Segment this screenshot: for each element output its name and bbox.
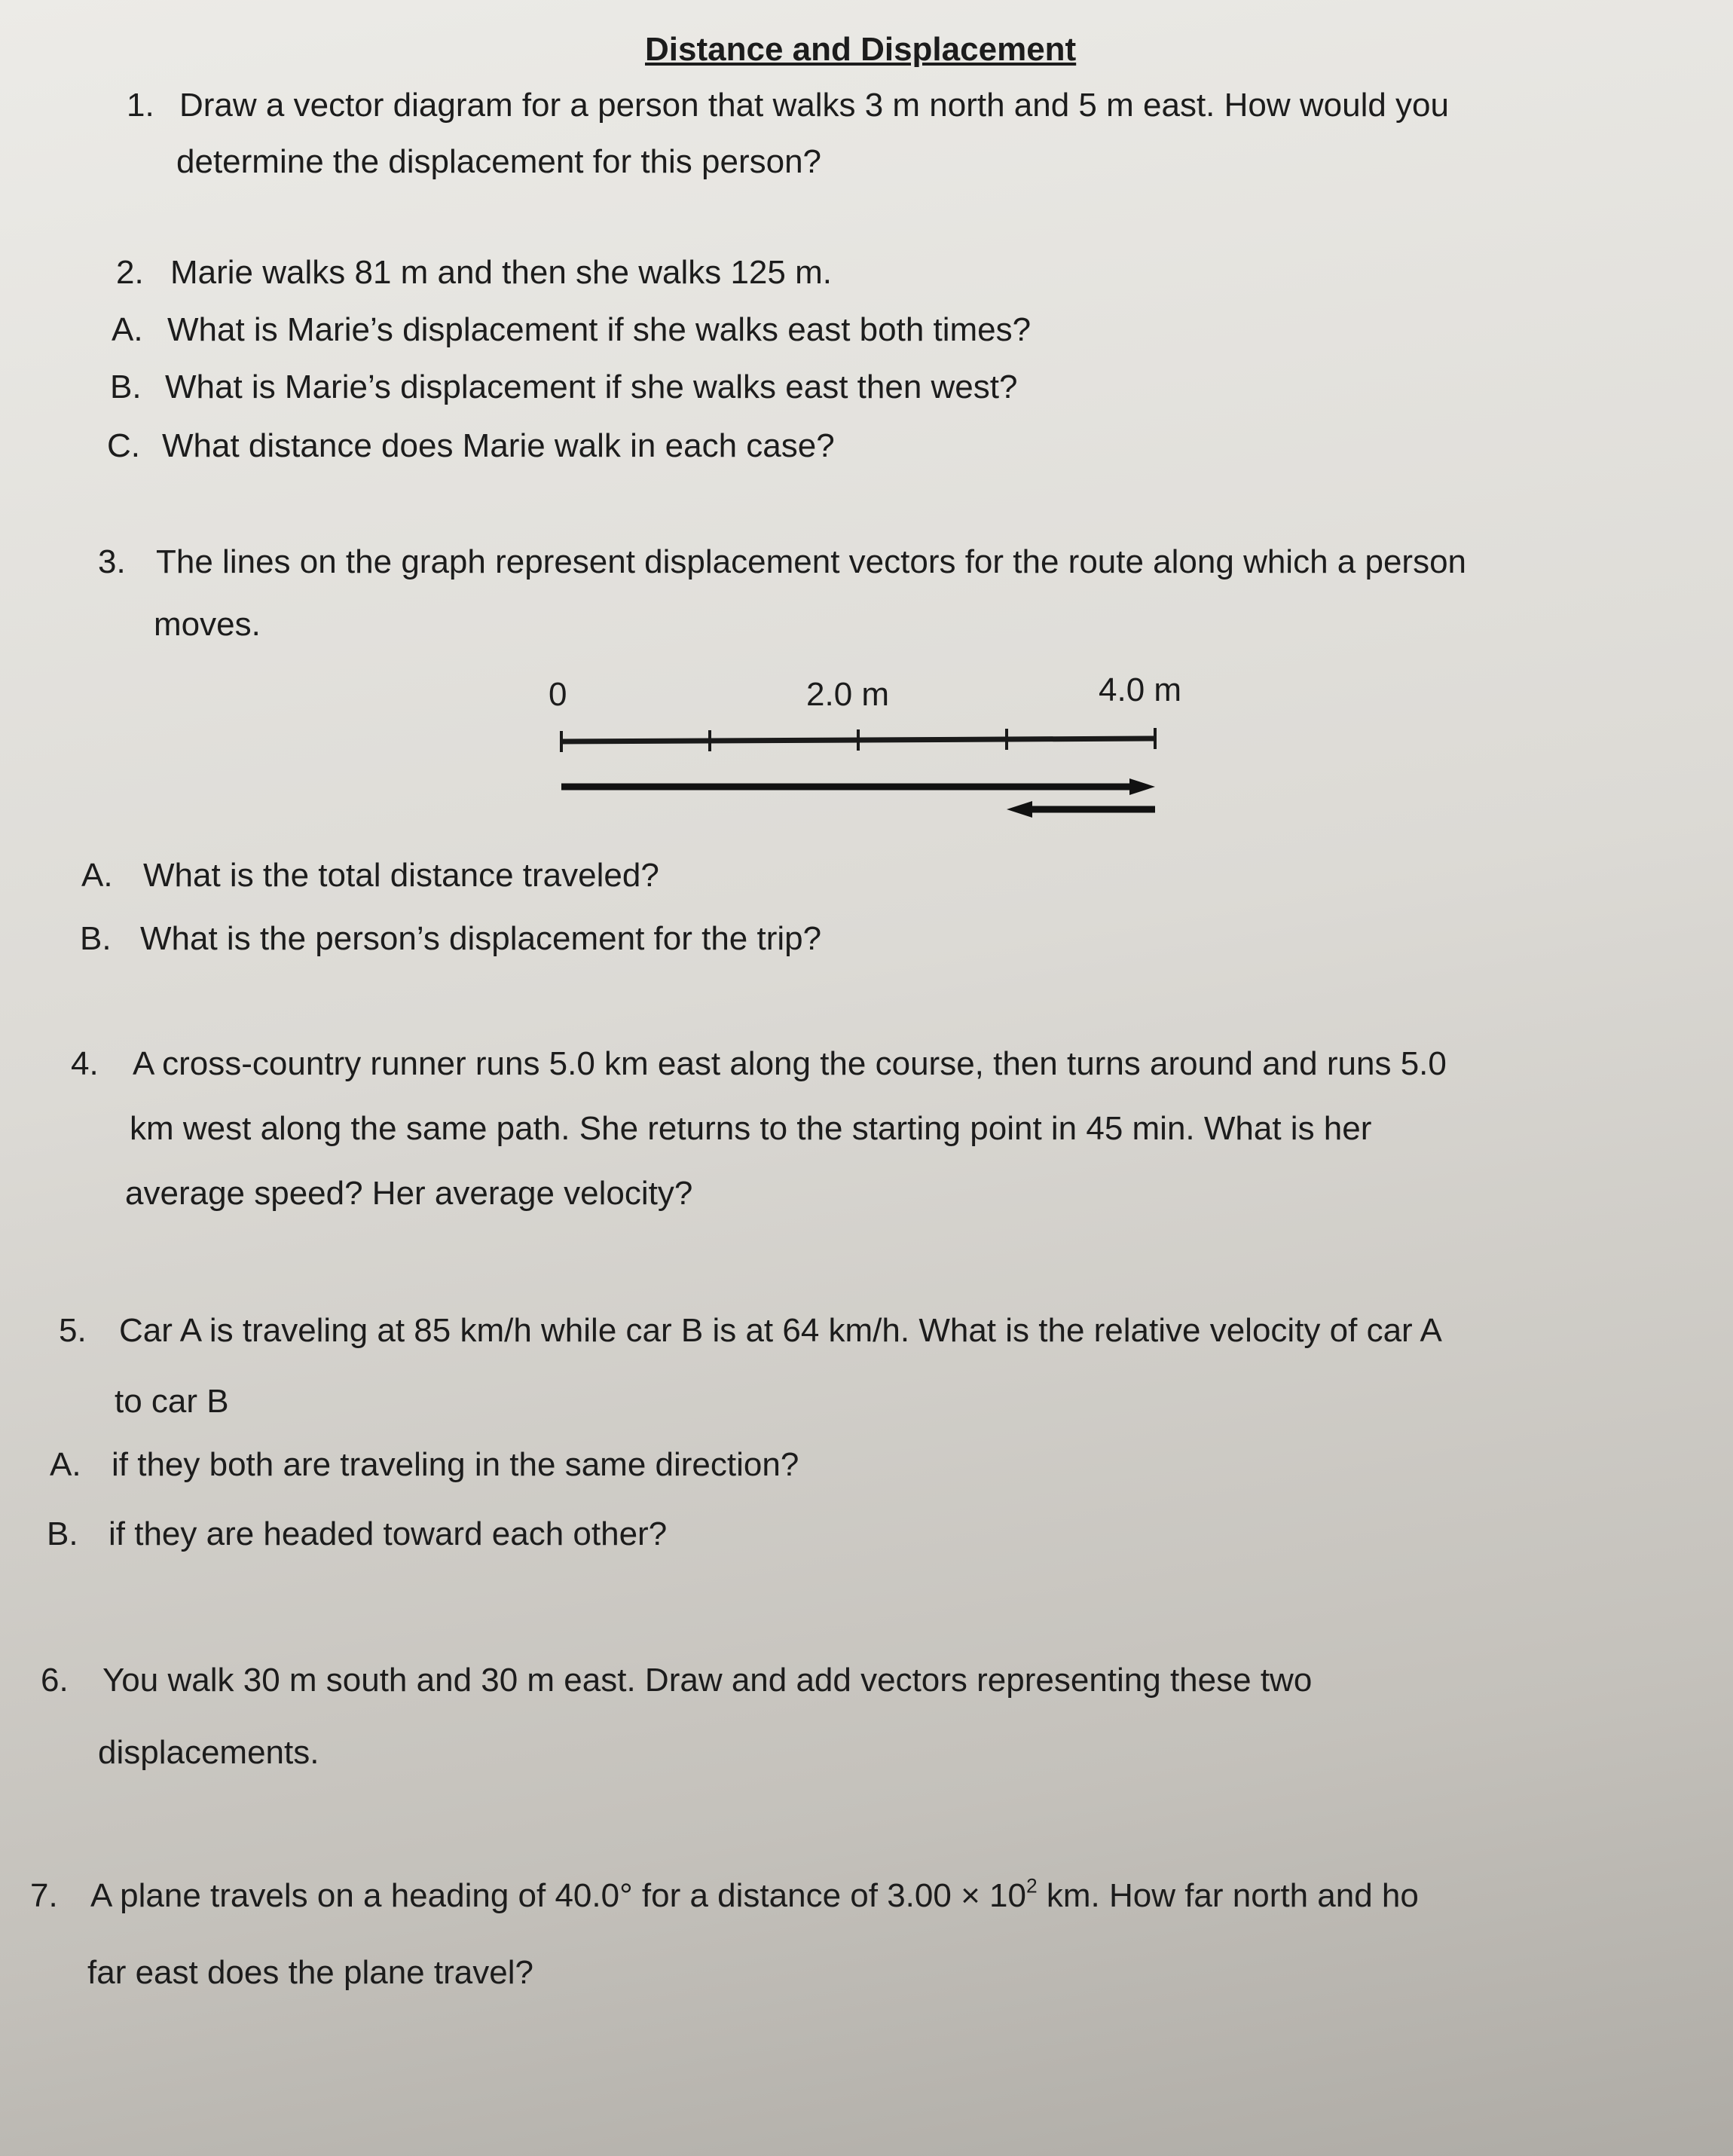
q5-text-line1: Car A is traveling at 85 km/h while car B is at 64 km/h. What is the relative velocity of car A [119, 1312, 1442, 1349]
vector-arrowhead [1129, 778, 1155, 795]
q5-a-letter: A. [50, 1446, 81, 1483]
q3-text-line1: The lines on the graph represent displacement vectors for the route along which a person [156, 543, 1467, 580]
q5-a-text: if they both are traveling in the same direction? [112, 1446, 799, 1483]
q2-a-text: What is Marie’s displacement if she walks east both times? [167, 311, 1032, 348]
diagram-label-zero: 0 [549, 676, 567, 713]
vector-arrowhead [1007, 801, 1032, 818]
q3-text-line2: moves. [154, 606, 261, 643]
worksheet-title: Distance and Displacement [645, 31, 1077, 68]
q7-number: 7. [30, 1877, 58, 1914]
q2-b-letter: B. [110, 369, 142, 405]
q3-a-letter: A. [81, 857, 113, 894]
q6-text-line2: displacements. [98, 1734, 319, 1771]
q2-number: 2. [116, 254, 144, 291]
q3-a-text: What is the total distance traveled? [143, 857, 659, 894]
q6-text-line1: You walk 30 m south and 30 m east. Draw and add vectors representing these two [102, 1662, 1313, 1699]
displacement-vectors [561, 778, 1155, 818]
q2-c-text: What distance does Marie walk in each case? [162, 427, 835, 464]
q7-exponent: 2 [1025, 1874, 1038, 1898]
q2-c-letter: C. [107, 427, 140, 464]
q4-number: 4. [71, 1045, 99, 1082]
q2-stem: Marie walks 81 m and then she walks 125 m. [170, 254, 832, 291]
q5-text-line2: to car B [115, 1383, 229, 1420]
q5-b-text: if they are headed toward each other? [109, 1515, 668, 1552]
q3-b-letter: B. [80, 920, 112, 957]
q4-text-line3: average speed? Her average velocity? [125, 1175, 693, 1212]
diagram-label-4m: 4.0 m [1099, 671, 1182, 708]
q7-text-line2: far east does the plane travel? [87, 1954, 533, 1991]
distance-scale [561, 728, 1155, 752]
q1-text-line2: determine the displacement for this person? [176, 143, 822, 180]
q1-text-line1: Draw a vector diagram for a person that walks 3 m north and 5 m east. How would you [179, 87, 1449, 124]
q7-text-pre: A plane travels on a heading of 40.0° for a distance of 3.00 × 10 [90, 1877, 1026, 1914]
q3-b-text: What is the person’s displacement for the trip? [140, 920, 822, 957]
q4-text-line2: km west along the same path. She returns to the starting point in 45 min. What is her [130, 1110, 1372, 1147]
q2-a-letter: A. [112, 311, 143, 348]
diagram-label-2m: 2.0 m [806, 676, 890, 713]
q7-text-post: km. How far north and ho [1037, 1877, 1419, 1914]
q5-number: 5. [59, 1312, 87, 1349]
q4-text-line1: A cross-country runner runs 5.0 km east along the course, then turns around and runs 5.0 [133, 1045, 1447, 1082]
q3-number: 3. [98, 543, 126, 580]
q6-number: 6. [41, 1662, 69, 1699]
q5-b-letter: B. [47, 1515, 78, 1552]
q2-b-text: What is Marie’s displacement if she walks east then west? [165, 369, 1018, 405]
q1-number: 1. [127, 87, 154, 124]
